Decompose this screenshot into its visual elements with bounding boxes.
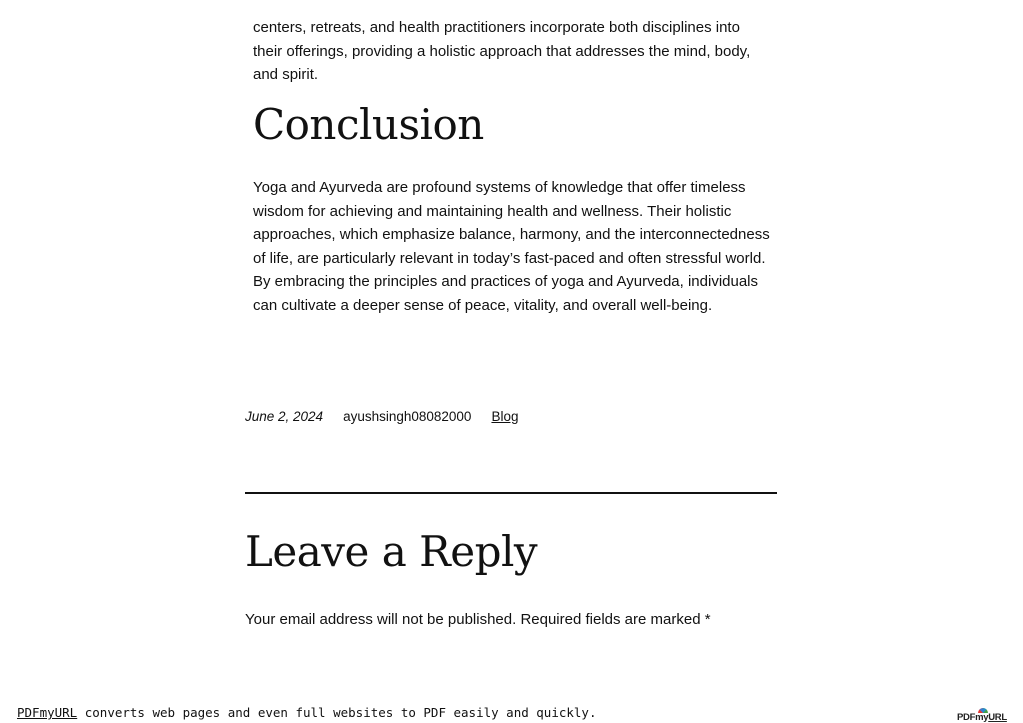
conclusion-heading: Conclusion — [253, 100, 484, 149]
post-meta — [245, 408, 518, 426]
conclusion-paragraph: Yoga and Ayurveda are profound systems of knowledge that offer timeless wisdom for achieving and maintaining health and wellness. Their holistic approaches, which emphasize balance, harmony, and the interconnectedness of life, are particularly relevant in today’s fast-paced and often stressful world. By embracing the principles and practices of yoga and Ayurveda, individuals can cultivate a deeper sense of peace, vitality, and overall well-being. — [253, 179, 770, 314]
intro-paragraph: centers, retreats, and health practitioners incorporate both disciplines into their offerings, providing a holistic approach that addresses the mind, body, and spirit. — [253, 19, 751, 84]
pdfmyurl-logo-text — [957, 712, 1007, 723]
required-mark: * — [704, 611, 711, 628]
post-author: ayushsingh08082000 — [343, 409, 472, 424]
email-notice-text: Your email address will not be published. Required fields are marked — [245, 611, 701, 628]
pdfmyurl-logo[interactable] — [957, 704, 1017, 723]
leave-reply-heading: Leave a Reply — [245, 527, 538, 576]
section-divider — [245, 492, 777, 494]
email-notice — [245, 609, 711, 631]
logo-text-main: PDFmy — [957, 712, 989, 723]
logo-text-url: URL — [988, 712, 1007, 723]
pdfmyurl-link[interactable]: PDFmyURL — [17, 705, 78, 720]
category-link-blog[interactable]: Blog — [491, 409, 519, 424]
pdfmyurl-footer — [17, 705, 597, 721]
footer-text: converts web pages and even full websites to PDF easily and quickly. — [77, 705, 597, 720]
post-date: June 2, 2024 — [245, 409, 324, 424]
